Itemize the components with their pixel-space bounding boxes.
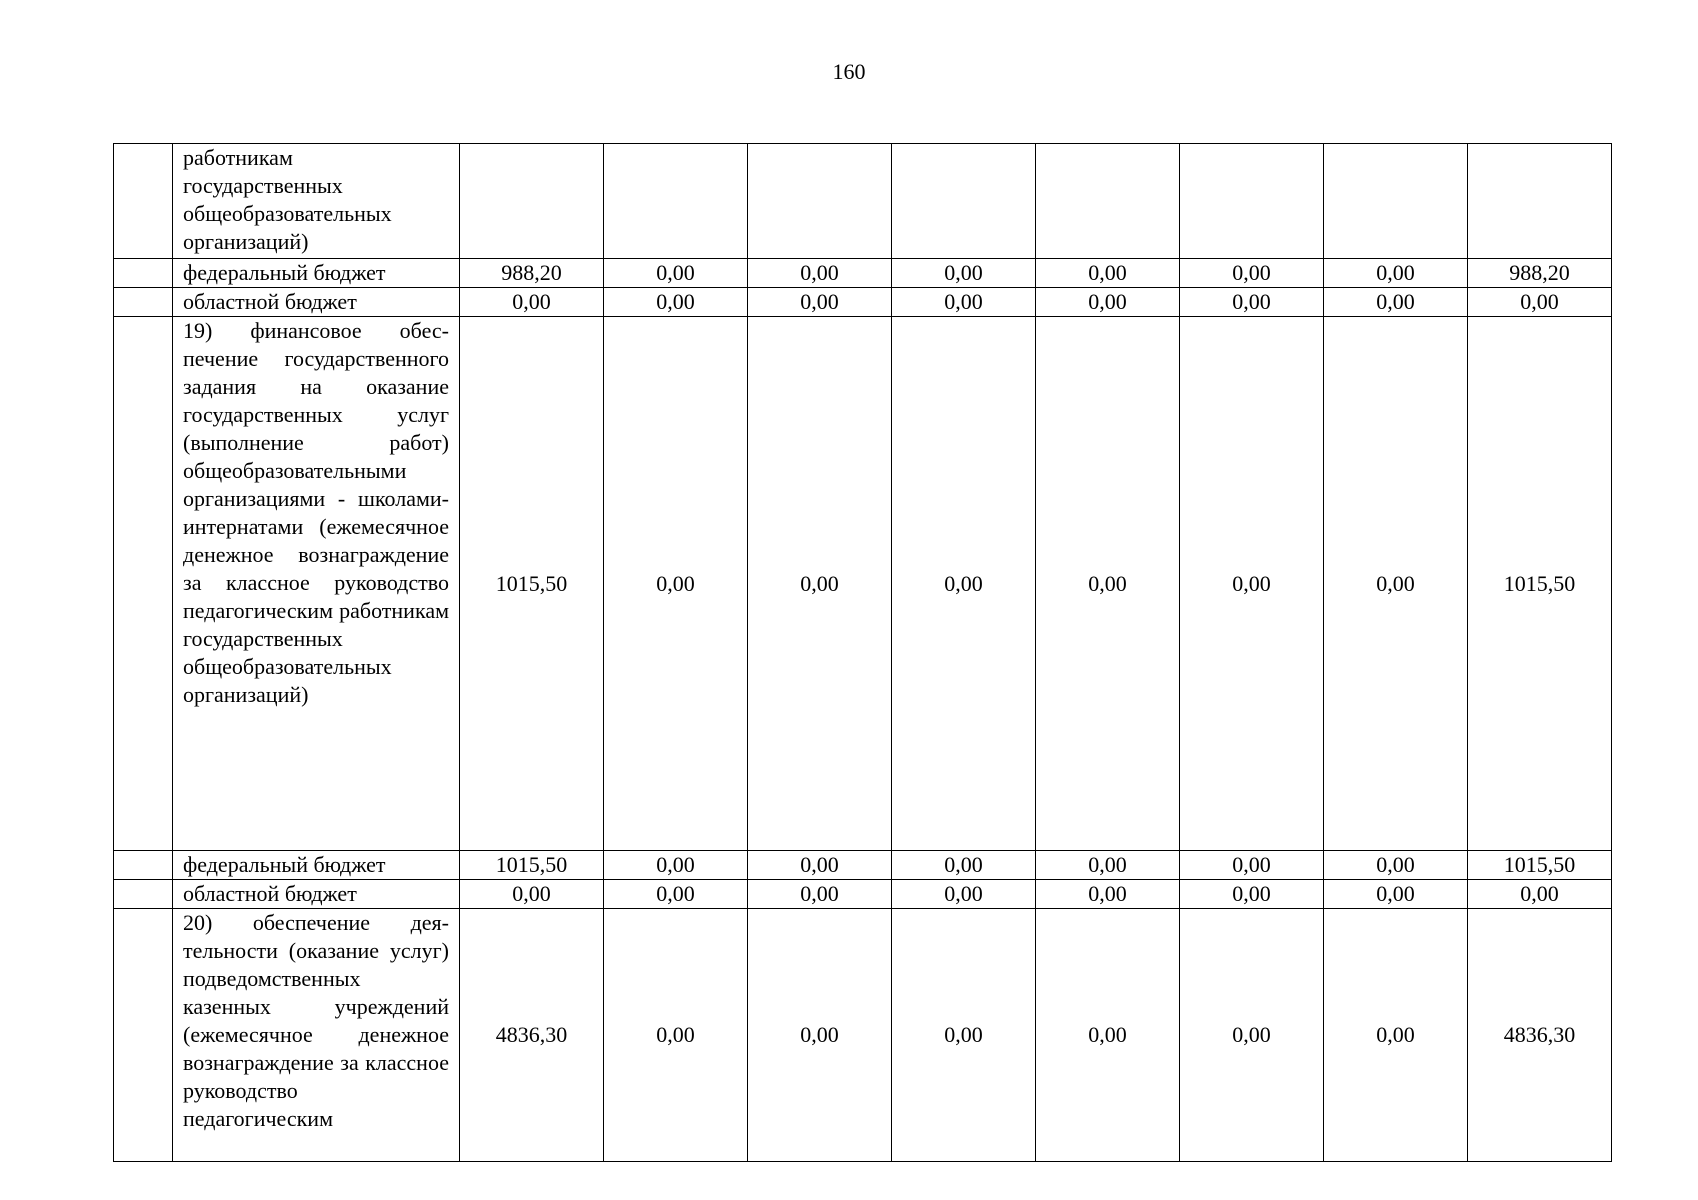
value-cell: 0,00 <box>1180 909 1324 1162</box>
value-cell <box>1036 144 1180 259</box>
description-cell: федеральный бюджет <box>173 851 460 880</box>
table-row <box>114 909 1612 1162</box>
description-cell: работникам государственных общеобразовательных организаций) <box>173 144 460 259</box>
value-cell: 4836,30 <box>460 909 604 1162</box>
index-cell <box>114 317 173 851</box>
table-row <box>114 144 1612 259</box>
value-cell: 1015,50 <box>460 851 604 880</box>
value-cell: 1015,50 <box>1468 851 1612 880</box>
value-cell: 0,00 <box>604 288 748 317</box>
value-cell <box>604 144 748 259</box>
value-cell: 0,00 <box>748 288 892 317</box>
value-cell: 0,00 <box>892 851 1036 880</box>
value-cell: 0,00 <box>604 317 748 851</box>
value-cell: 0,00 <box>1036 317 1180 851</box>
value-cell: 4836,30 <box>1468 909 1612 1162</box>
value-cell: 0,00 <box>1324 317 1468 851</box>
value-cell <box>460 144 604 259</box>
value-cell: 0,00 <box>604 909 748 1162</box>
value-cell: 0,00 <box>748 317 892 851</box>
value-cell <box>1324 144 1468 259</box>
value-cell: 0,00 <box>1036 880 1180 909</box>
value-cell: 0,00 <box>892 288 1036 317</box>
value-cell: 0,00 <box>1180 880 1324 909</box>
value-cell: 0,00 <box>892 880 1036 909</box>
value-cell: 0,00 <box>1468 288 1612 317</box>
value-cell: 0,00 <box>460 288 604 317</box>
description-cell: областной бюджет <box>173 288 460 317</box>
value-cell: 0,00 <box>748 909 892 1162</box>
value-cell: 0,00 <box>1324 259 1468 288</box>
value-cell <box>1180 144 1324 259</box>
value-cell: 0,00 <box>460 880 604 909</box>
value-cell: 0,00 <box>1036 851 1180 880</box>
value-cell: 0,00 <box>604 880 748 909</box>
value-cell: 0,00 <box>748 259 892 288</box>
index-cell <box>114 909 173 1162</box>
index-cell <box>114 259 173 288</box>
value-cell <box>748 144 892 259</box>
value-cell: 0,00 <box>1180 851 1324 880</box>
value-cell: 0,00 <box>892 317 1036 851</box>
table-row <box>114 851 1612 880</box>
value-cell: 988,20 <box>1468 259 1612 288</box>
table-row <box>114 317 1612 851</box>
value-cell: 0,00 <box>1468 880 1612 909</box>
value-cell: 0,00 <box>1324 288 1468 317</box>
index-cell <box>114 144 173 259</box>
value-cell: 0,00 <box>1036 288 1180 317</box>
value-cell: 0,00 <box>1036 259 1180 288</box>
value-cell: 0,00 <box>604 259 748 288</box>
index-cell <box>114 851 173 880</box>
table-row <box>114 880 1612 909</box>
value-cell: 0,00 <box>1180 259 1324 288</box>
index-cell <box>114 880 173 909</box>
value-cell: 0,00 <box>892 259 1036 288</box>
value-cell: 0,00 <box>604 851 748 880</box>
value-cell: 0,00 <box>892 909 1036 1162</box>
value-cell <box>1468 144 1612 259</box>
description-cell: 20) обеспечение дея-тельности (оказание услуг) подведомственных казенных учреждений (ежемесячное денежное вознаграждение за классное руководство педагогическим <box>173 909 460 1162</box>
value-cell: 1015,50 <box>460 317 604 851</box>
value-cell <box>892 144 1036 259</box>
value-cell: 1015,50 <box>1468 317 1612 851</box>
value-cell: 0,00 <box>1180 288 1324 317</box>
index-cell <box>114 288 173 317</box>
value-cell: 0,00 <box>1324 851 1468 880</box>
value-cell: 0,00 <box>1036 909 1180 1162</box>
table-row <box>114 259 1612 288</box>
value-cell: 0,00 <box>1324 880 1468 909</box>
value-cell: 0,00 <box>1180 317 1324 851</box>
value-cell: 988,20 <box>460 259 604 288</box>
description-cell: 19) финансовое обес-печение государственного задания на оказание государственных услуг (выполнение работ) общеобразовательными организациями - школами-интернатами (ежемесячное денежное вознаграждение за классное руководство педагогическим работникам государственных общеобразовательных организаций) <box>173 317 460 851</box>
table-row <box>114 288 1612 317</box>
value-cell: 0,00 <box>748 880 892 909</box>
description-cell: федеральный бюджет <box>173 259 460 288</box>
description-cell: областной бюджет <box>173 880 460 909</box>
page-number: 160 <box>832 59 866 84</box>
budget-table <box>113 143 1612 1162</box>
value-cell: 0,00 <box>748 851 892 880</box>
value-cell: 0,00 <box>1324 909 1468 1162</box>
